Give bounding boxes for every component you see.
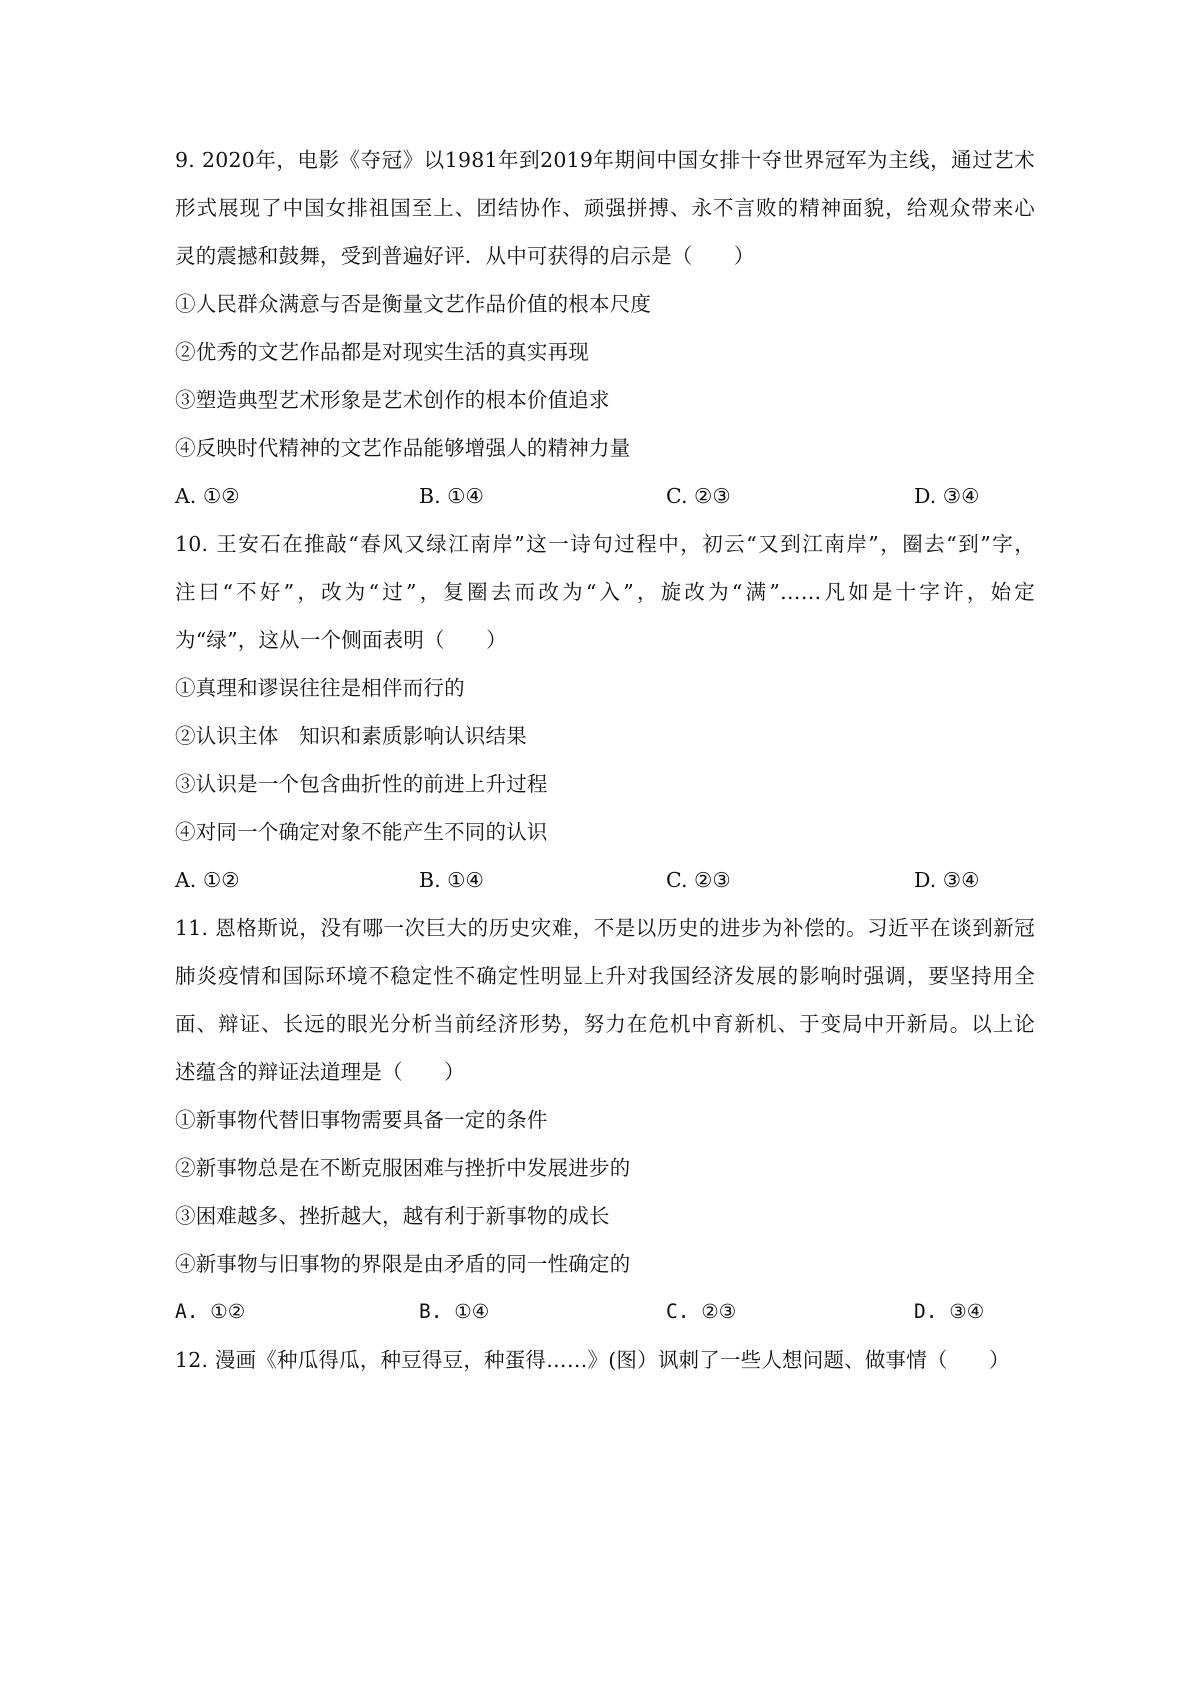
q9-statement-1: ①人民群众满意与否是衡量文艺作品价值的根本尺度	[175, 292, 652, 316]
q11-option-c: C. ②③	[666, 1300, 737, 1323]
q9-statement-3: ③塑造典型艺术形象是艺术创作的根本价值追求	[175, 388, 610, 412]
q9-option-d: D. ③④	[914, 484, 980, 508]
q11-option-a: A. ①②	[175, 1300, 246, 1323]
q10-option-d: D. ③④	[914, 868, 980, 892]
q10-statement-3: ③认识是一个包含曲折性的前进上升过程	[175, 772, 548, 796]
q11-option-b: B. ①④	[419, 1300, 490, 1323]
q9-option-c: C. ②③	[666, 484, 731, 508]
q9-stem-line-1: 9. 2020年，电影《夺冠》以1981年到2019年期间中国女排十夺世界冠军为主线，通过艺术	[175, 148, 1035, 172]
q10-statement-4: ④对同一个确定对象不能产生不同的认识	[175, 820, 548, 844]
q11-stem-line-2: 肺炎疫情和国际环境不稳定性不确定性明显上升对我国经济发展的影响时强调，要坚持用全	[175, 964, 1035, 988]
q9-statement-4: ④反映时代精神的文艺作品能够增强人的精神力量	[175, 436, 631, 460]
q12-stem-line-1: 12. 漫画《种瓜得瓜，种豆得豆，种蛋得……》(图）讽刺了一些人想问题、做事情（ ）	[175, 1348, 1010, 1372]
q9-stem-line-2: 形式展现了中国女排祖国至上、团结协作、顽强拼搏、永不言败的精神面貌，给观众带来心	[175, 196, 1035, 220]
q10-option-c: C. ②③	[666, 868, 731, 892]
q10-option-b: B. ①④	[419, 868, 484, 892]
q10-statement-2: ②认识主体 知识和素质影响认识结果	[175, 724, 527, 748]
q11-statement-4: ④新事物与旧事物的界限是由矛盾的同一性确定的	[175, 1252, 631, 1276]
q10-statement-1: ①真理和谬误往往是相伴而行的	[175, 676, 465, 700]
q9-stem-line-3: 灵的震撼和鼓舞，受到普遍好评．从中可获得的启示是（ ）	[175, 244, 755, 268]
q11-statement-3: ③困难越多、挫折越大，越有利于新事物的成长	[175, 1204, 610, 1228]
q11-stem-line-4: 述蕴含的辩证法道理是（ ）	[175, 1060, 465, 1084]
q9-statement-2: ②优秀的文艺作品都是对现实生活的真实再现	[175, 340, 589, 364]
q11-option-d: D. ③④	[914, 1300, 985, 1323]
q10-option-a: A. ①②	[175, 868, 240, 892]
q11-statement-1: ①新事物代替旧事物需要具备一定的条件	[175, 1108, 548, 1132]
q11-stem-line-1: 11. 恩格斯说，没有哪一次巨大的历史灾难，不是以历史的进步为补偿的。习近平在谈到新冠	[175, 916, 1035, 940]
q11-statement-2: ②新事物总是在不断克服困难与挫折中发展进步的	[175, 1156, 631, 1180]
q9-option-b: B. ①④	[419, 484, 484, 508]
q9-option-a: A. ①②	[175, 484, 240, 508]
q11-stem-line-3: 面、辩证、长远的眼光分析当前经济形势，努力在危机中育新机、于变局中开新局。以上论	[175, 1012, 1035, 1036]
q10-stem-line-3: 为“绿”，这从一个侧面表明（ ）	[175, 628, 507, 652]
q10-stem-line-1: 10. 王安石在推敲“春风又绿江南岸”这一诗句过程中，初云“又到江南岸”，圈去“到”字，	[175, 532, 1035, 556]
q10-stem-line-2: 注曰“不好”，改为“过”，复圈去而改为“入”，旋改为“满”……凡如是十字许，始定	[175, 580, 1035, 604]
